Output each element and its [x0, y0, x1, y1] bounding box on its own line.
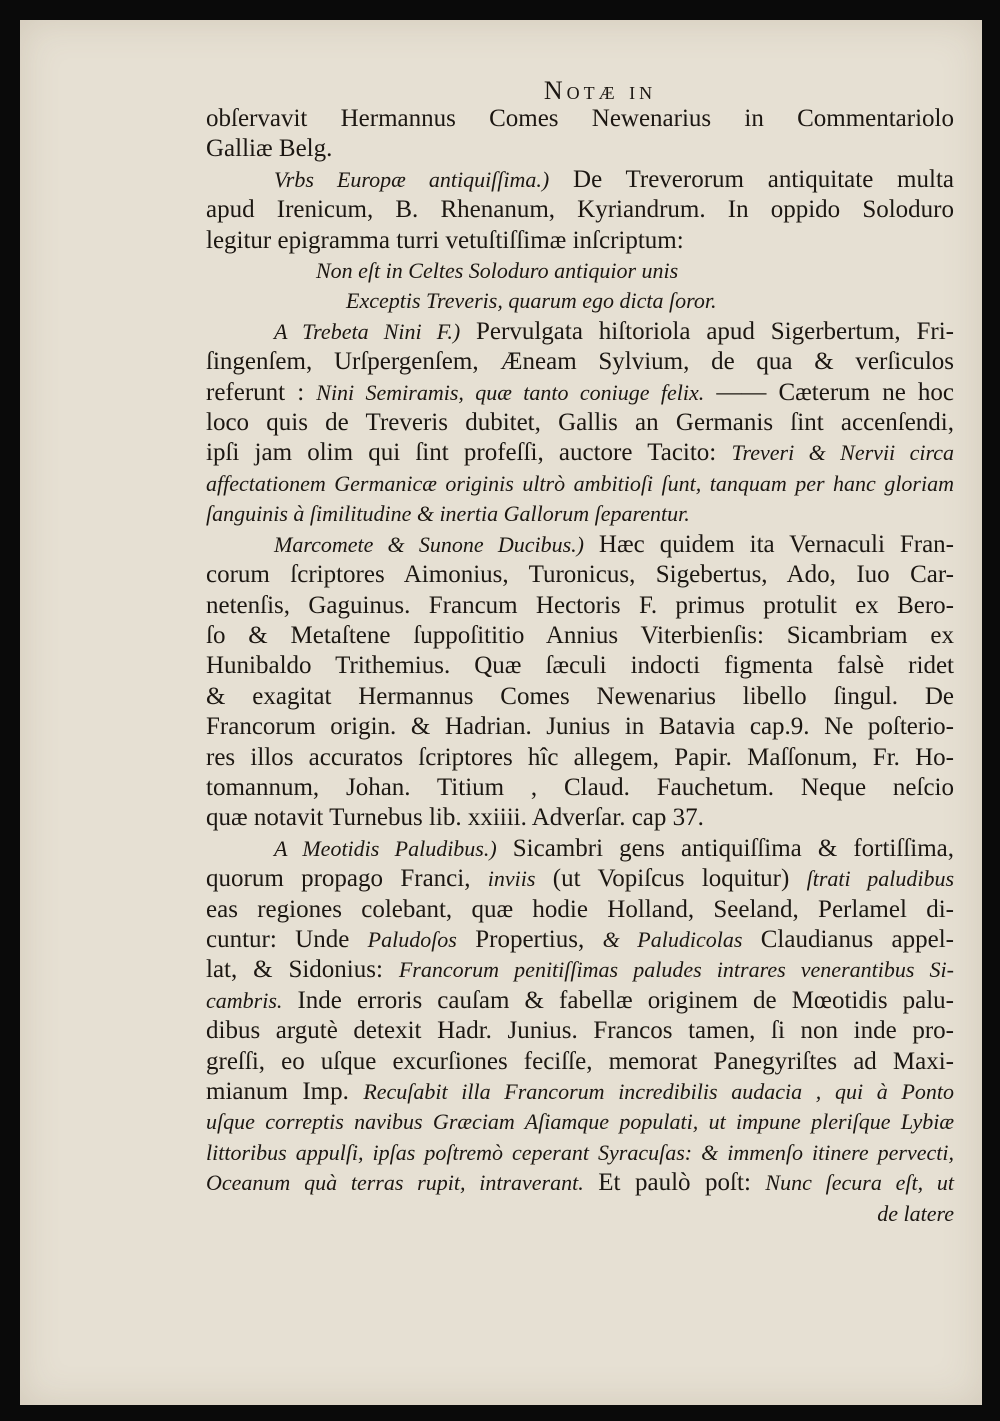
- italic-quote: inviis: [487, 866, 536, 892]
- text-line: [206, 226, 954, 256]
- text-line: [206, 743, 954, 773]
- italic-quote: Non eſt in Celtes Soloduro antiquior unis: [316, 258, 679, 284]
- text-line: [206, 1138, 954, 1168]
- text-line: [206, 925, 954, 955]
- text-run: De Treverorum antiquitate multa: [549, 165, 954, 193]
- text-line: [206, 195, 954, 225]
- italic-quote: Francorum penitiſſimas paludes intrares venerantibus Si-: [398, 957, 954, 983]
- text-run: Propertius,: [456, 925, 603, 953]
- text-run: —— Cæterum ne hoc: [704, 378, 954, 406]
- text-run: Hunibaldo Trithemius. Quæ ſæculi indocti figmenta falsè ridet: [206, 652, 954, 680]
- text-run: Inde erroris cauſam & fabellæ originem de Mœotidis palu-: [282, 986, 954, 1014]
- paragraph: [206, 530, 954, 834]
- text-run: legitur epigramma turri vetuſtiſſimæ inſcriptum:: [206, 226, 684, 254]
- text-run: dibus argutè detexit Hadr. Junius. Francos tamen, ſi non inde pro-: [206, 1017, 954, 1045]
- text-line: [206, 986, 954, 1016]
- italic-quote: ſtrati paludibus: [806, 866, 955, 892]
- text-run: greſſi, eo uſque excurſiones feciſſe, memorat Panegyriſtes ad Maxi-: [206, 1047, 954, 1075]
- text-line: [206, 499, 954, 529]
- text-line: [206, 712, 954, 742]
- text-line: [206, 1016, 954, 1046]
- text-run: apud Irenicum, B. Rhenanum, Kyriandrum. In oppido Soloduro: [206, 196, 954, 224]
- text-line: [206, 438, 954, 468]
- text-line: [206, 682, 954, 712]
- text-run: loco quis de Treveris dubitet, Gallis an Germanis ſint accenſendi,: [206, 409, 954, 437]
- text-line: [206, 347, 954, 377]
- text-line: [206, 834, 954, 864]
- text-line: [206, 104, 954, 134]
- text-line: [206, 530, 954, 560]
- text-line: [206, 864, 954, 894]
- text-run: quæ notavit Turnebus lib. xxiiii. Adverſar. cap 37.: [206, 804, 704, 832]
- text-line: [206, 1047, 954, 1077]
- italic-quote: littoribus appulſi, ipſas poſtremò ceperant Syracuſas: & immenſo itinere pervecti,: [206, 1139, 954, 1165]
- text-run: mianum Imp.: [206, 1078, 364, 1105]
- running-header: Notæ in: [543, 76, 657, 105]
- text-run: Et paulò poſt:: [583, 1169, 766, 1197]
- text-line: [206, 955, 954, 985]
- text-line: [206, 1199, 954, 1229]
- text-line: [206, 651, 954, 681]
- text-run: (ut Vopiſcus loquitur): [535, 865, 807, 893]
- lemma: A Meotidis Paludibus.): [274, 835, 497, 861]
- text-run: ſo & Metaſtene ſuppoſititio Annius Viterbienſis: Sicambriam ex: [206, 621, 954, 649]
- text-run: tomannum, Johan. Titium , Claud. Fauchetum. Neque neſcio: [206, 773, 954, 801]
- text-run: obſervavit Hermannus Comes Newenarius in Commentariolo: [206, 105, 954, 132]
- text-run: Claudianus appel-: [742, 925, 955, 953]
- text-line: [206, 469, 954, 499]
- text-run: res illos accuratos ſcriptores hîc allegem, Papir. Maſſonum, Fr. Ho-: [206, 743, 954, 771]
- text-line: [206, 591, 954, 621]
- text-line: [206, 256, 954, 286]
- italic-quote: affectationem Germanicæ originis ultrò ambitioſi ſunt, tanquam per hanc gloriam: [206, 470, 954, 496]
- text-run: Galliæ Belg.: [206, 135, 333, 163]
- italic-quote: Nini Semiramis, quæ tanto coniuge felix.: [316, 379, 705, 405]
- paragraph: [206, 104, 954, 165]
- italic-quote: & Paludicolas: [602, 926, 743, 952]
- text-line: [206, 408, 954, 438]
- paragraph: [206, 834, 954, 1229]
- lemma: A Trebeta Nini F.): [274, 318, 461, 344]
- text-run: referunt :: [206, 378, 317, 406]
- text-run: Francorum origin. & Hadrian. Junius in Batavia cap.9. Ne poſterio-: [206, 713, 954, 741]
- italic-quote: Oceanum quà terras rupit, intraverant.: [206, 1170, 584, 1196]
- text-line: [206, 1077, 954, 1107]
- page-text: [206, 76, 955, 1229]
- italic-quote: Nunc ſecura eſt, ut: [765, 1170, 954, 1196]
- text-line: [206, 134, 954, 164]
- text-line: [206, 165, 954, 195]
- book-page: [20, 20, 982, 1405]
- text-line: [206, 378, 954, 408]
- italic-quote: Treveri & Nervii circa: [731, 440, 954, 466]
- lemma: Marcomete & Sunone Ducibus.): [274, 531, 584, 557]
- text-line: [206, 1168, 954, 1198]
- paragraph: [206, 317, 954, 530]
- text-line: [206, 773, 954, 803]
- lemma: Vrbs Europæ antiquiſſima.): [274, 166, 550, 192]
- italic-quote: ſanguinis à ſimilitudine & inertia Gallorum ſeparentur.: [206, 501, 690, 527]
- text-line: [206, 286, 954, 316]
- text-line: [206, 621, 954, 651]
- text-line: [206, 317, 954, 347]
- text-run: Sicambri gens antiquiſſima & fortiſſima,: [496, 834, 954, 862]
- text-line: [206, 803, 954, 833]
- text-run: Hæc quidem ita Vernaculi Fran-: [583, 530, 954, 558]
- italic-quote: uſque correptis navibus Græciam Aſiamque populati, ut impune pleriſque Lybiæ: [206, 1109, 954, 1135]
- text-run: eas regiones colebant, quæ hodie Holland, Seeland, Perlamel di-: [206, 895, 954, 923]
- text-run: netenſis, Gaguinus. Francum Hectoris F. primus protulit ex Bero-: [206, 591, 954, 619]
- text-run: lat, & Sidonius:: [206, 956, 399, 984]
- italic-quote: Exceptis Treveris, quarum ego dicta ſoror.: [346, 288, 717, 314]
- text-run: corum ſcriptores Aimonius, Turonicus, Sigebertus, Ado, Iuo Car-: [206, 561, 954, 589]
- text-line: [206, 560, 954, 590]
- text-line: [206, 895, 954, 925]
- italic-quote: Recuſabit illa Francorum incredibilis audacia , qui à Ponto: [363, 1079, 954, 1104]
- text-run: quorum propago Franci,: [206, 865, 488, 893]
- text-run: ſingenſem, Urſpergenſem, Æneam Sylvium, de qua & verſiculos: [206, 348, 954, 376]
- italic-quote: de latere: [877, 1200, 954, 1226]
- text-run: Pervulgata hiſtoriola apud Sigerbertum, Fri-: [460, 317, 954, 345]
- italic-quote: cambris.: [206, 987, 283, 1013]
- italic-quote: Paludoſos: [367, 926, 457, 952]
- page-body: [206, 104, 954, 1229]
- text-run: cuntur: Unde: [206, 925, 368, 953]
- text-line: [206, 1107, 954, 1137]
- paragraph: [206, 165, 954, 317]
- text-run: & exagitat Hermannus Comes Newenarius libello ſingul. De: [206, 682, 954, 710]
- text-run: ipſi jam olim qui ſint profeſſi, auctore Tacito:: [206, 439, 732, 467]
